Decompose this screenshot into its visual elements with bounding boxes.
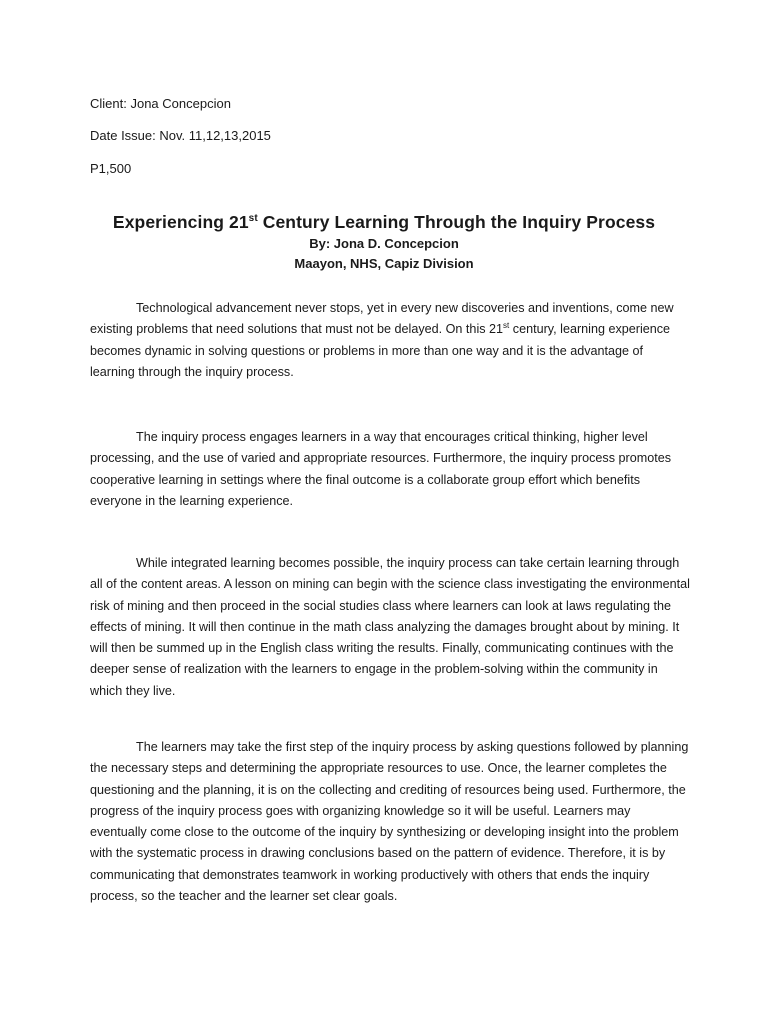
paragraph-1 [90,298,690,383]
price-line: P1,500 [90,161,132,176]
paragraph-2: The inquiry process engages learners in a way that encourages critical thinking, higher level processing, and the use of varied and appropriate resources. Furthermore, the inquiry process promotes cooperative learning in settings where the final outcome is a collaborate group effort which benefits everyone in the learning experience. [90,430,672,508]
paragraph-4: The learners may take the first step of the inquiry process by asking questions followed by planning the necessary steps and determining the appropriate resources to use. Once, the learner completes the questioning and the planning, it is on the collecting and crediting of resources being used. Furthermore, the progress of the inquiry process goes with organizing knowledge so it will be useful. Learners may eventually come close to the outcome of the inquiry by synthesizing or developing insight into the problem with the systematic process in drawing conclusions based on the pattern of evidence. Therefore, it is by communicating that demonstrates teamwork in working productively with others that ends the inquiry process, so the teacher and the learner set clear goals. [90,740,689,904]
title-superscript: st [248,213,258,225]
paragraph-1-text-b: century, learning experience becomes dynamic in solving questions or problems in more than one way and it is the advantage of learning through the inquiry process. [90,322,671,379]
title-part-1: Experiencing 21 [112,212,249,232]
paragraph-1-text-a: Technological advancement never stops, yet in every new discoveries and inventions, come new existing problems that need solutions that must not be delayed. On this 21 [90,301,674,337]
paragraph-1-superscript: st [503,321,510,331]
title-part-2: Century Learning Through the Inquiry Process [257,212,656,232]
client-line: Client: Jona Concepcion [90,96,231,111]
article-title [0,211,768,233]
date-issue-line: Date Issue: Nov. 11,12,13,2015 [90,128,271,143]
author-affiliation: Maayon, NHS, Capiz Division [294,256,474,271]
paragraph-3: While integrated learning becomes possible, the inquiry process can take certain learning through all of the content areas. A lesson on mining can begin with the science class investigating the environmental risk of mining and then proceed in the social studies class where learners can look at laws regulating the effects of mining. It will then continue in the math class analyzing the damages brought about by mining. It will then be summed up in the English class writing the results. Finally, communicating continues with the deeper sense of realization with the learners to engage in the problem-solving within the community in which they live. [90,556,690,698]
author-byline: By: Jona D. Concepcion [309,236,459,251]
